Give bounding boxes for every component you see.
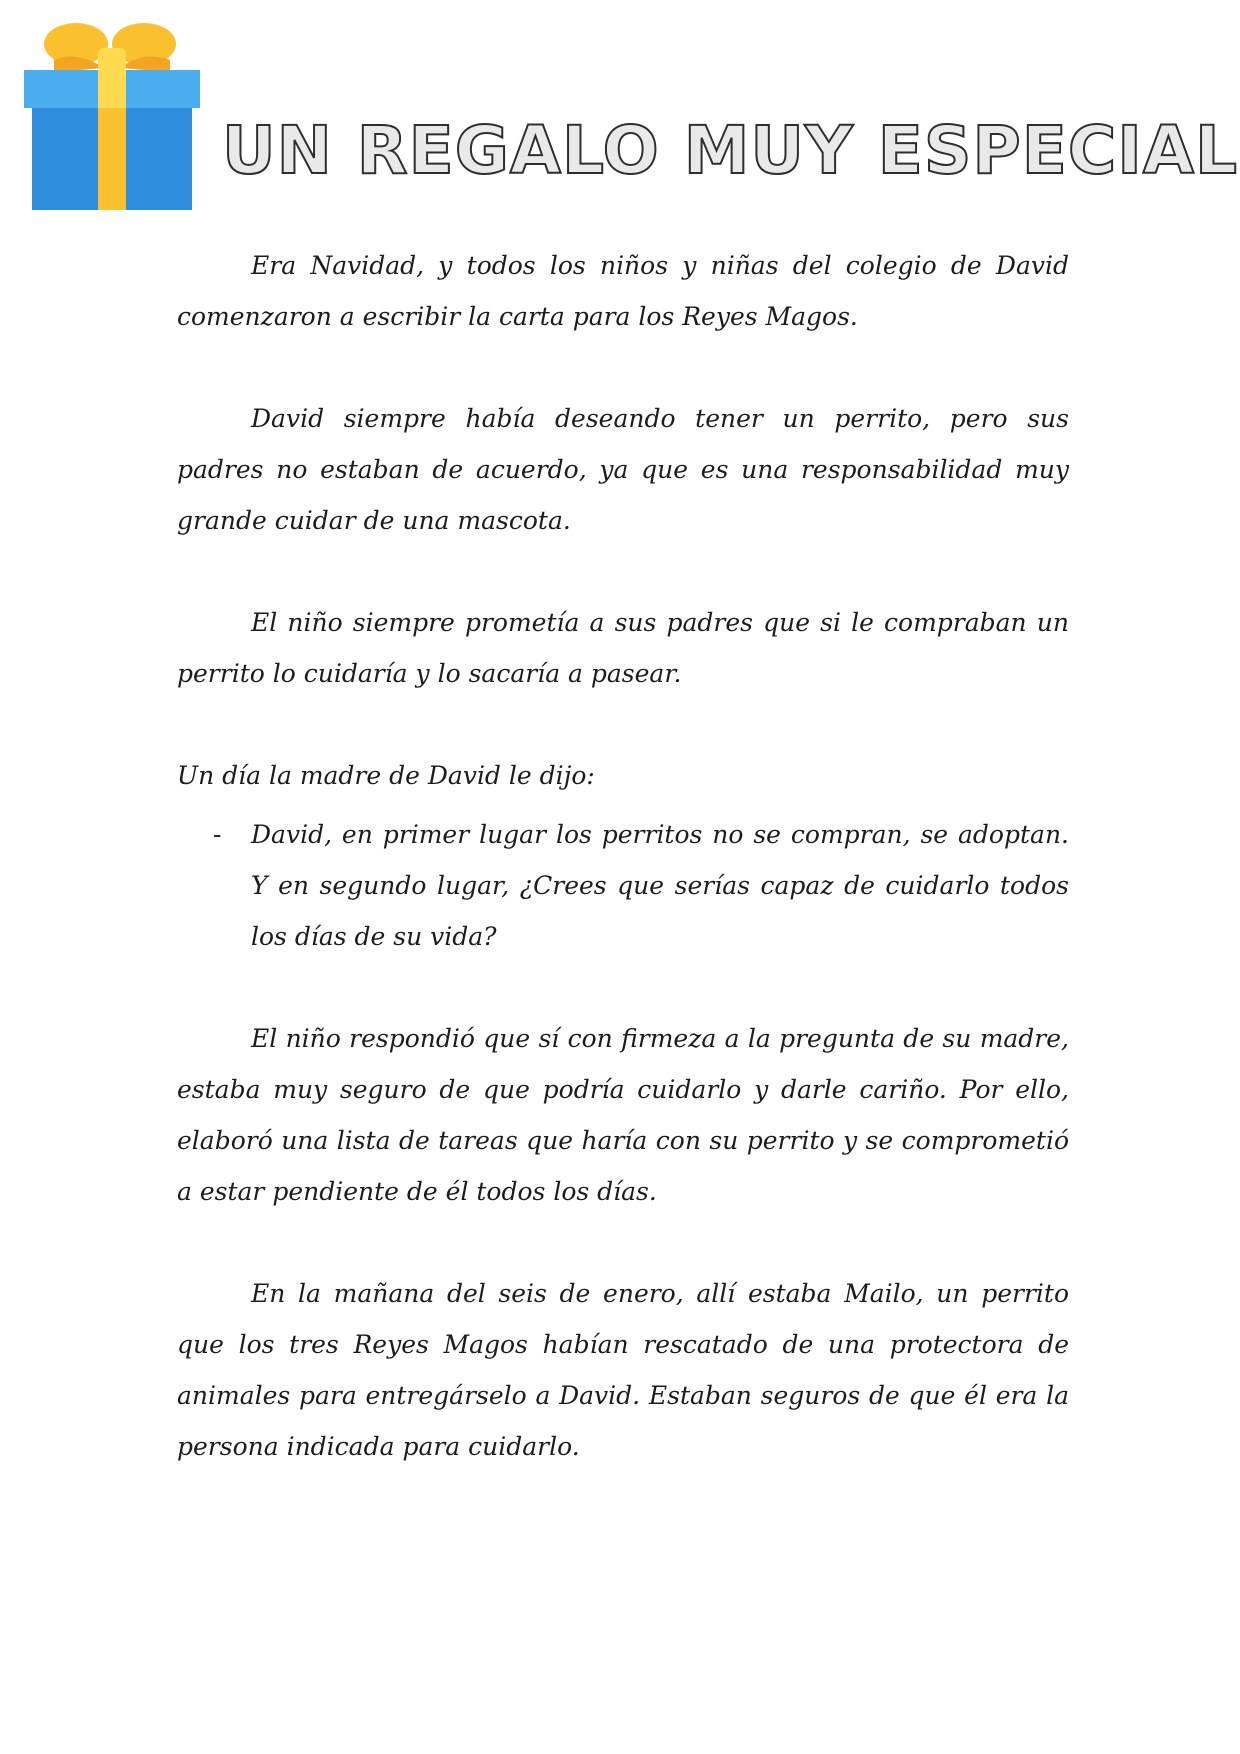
paragraph-6: En la mañana del seis de enero, allí estaba Mailo, un perrito que los tres Reyes Magos habían rescatado de una protectora de animales para entregárselo a David. Estaban seguros de que él era la persona indicada para cuidarlo. [177,1279,1069,1461]
paragraph-2: David siempre había deseando tener un perrito, pero sus padres no estaban de acuerdo, ya que es una responsabilidad muy grande cuidar de una mascota. [177,404,1069,535]
story-body [177,240,1069,1472]
paragraph-5: El niño respondió que sí con firmeza a la pregunta de su madre, estaba muy seguro de que podría cuidarlo y darle cariño. Por ello, elaboró una lista de tareas que haría con su perrito y se comprometió a estar pendiente de él todos los días. [177,1024,1069,1206]
gift-icon [24,20,200,210]
paragraph-4: Un día la madre de David le dijo: [177,761,595,790]
page-title: UN REGALO MUY ESPECIAL [222,112,1238,189]
paragraph-3: El niño siempre prometía a sus padres que si le compraban un perrito lo cuidaría y lo sacaría a pasear. [177,608,1069,688]
bow-knot [98,48,126,72]
dialogue-item [177,809,1069,962]
ribbon-lid [98,70,126,108]
paragraph-1: Era Navidad, y todos los niños y niñas del colegio de David comenzaron a escribir la carta para los Reyes Magos. [177,251,1069,331]
dialogue-text: David, en primer lugar los perritos no se compran, se adoptan. Y en segundo lugar, ¿Crees que serías capaz de cuidarlo todos los días de su vida? [251,820,1069,951]
ribbon-box [98,108,126,210]
dialogue-dash: - [213,820,222,849]
